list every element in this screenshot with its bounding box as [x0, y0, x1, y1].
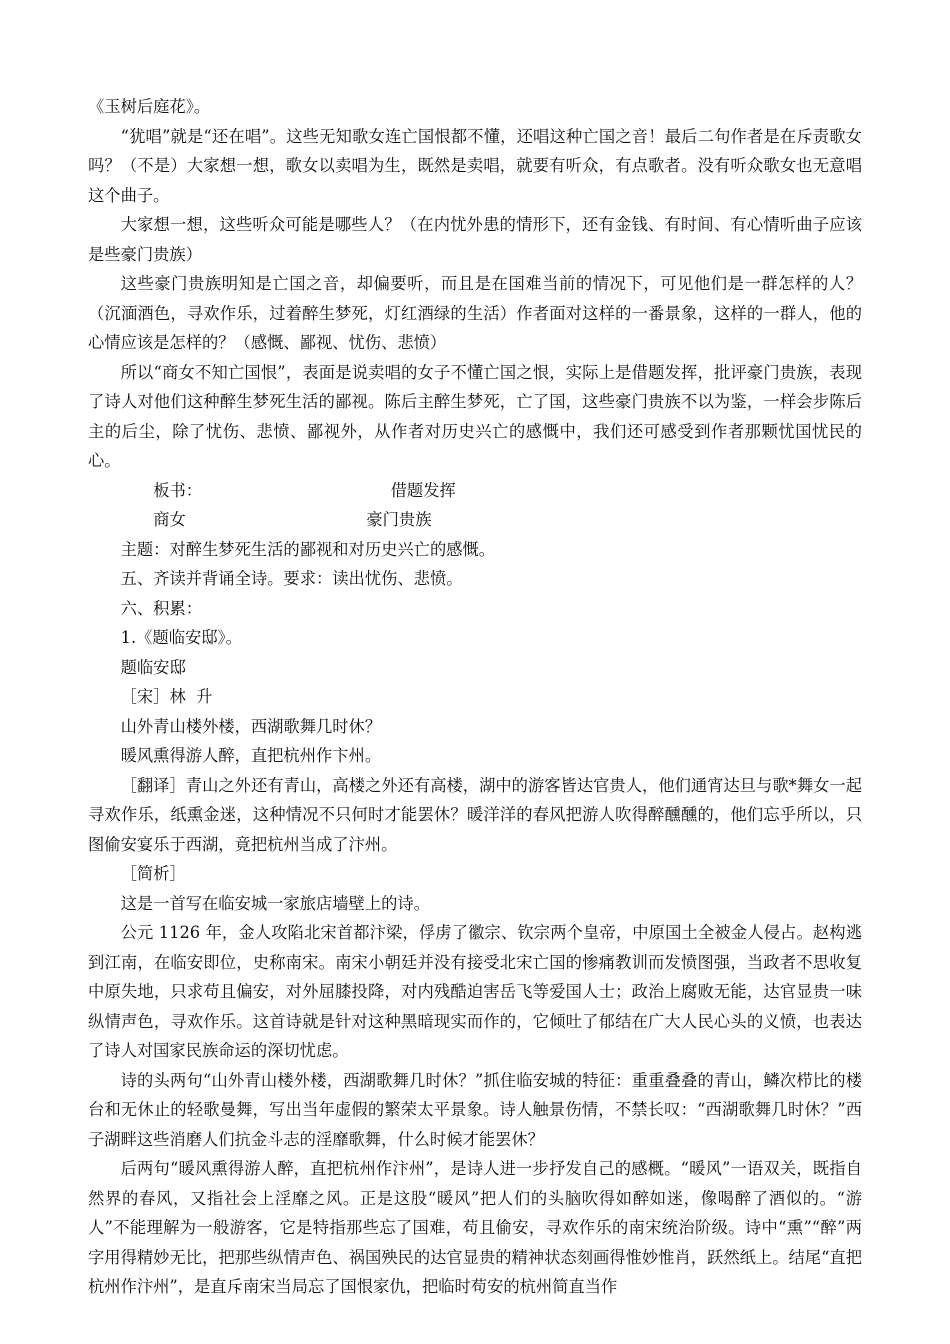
- poem-title: 题临安邸: [120, 657, 186, 677]
- paragraph-step-five: 五、齐读并背诵全诗。要求：读出忧伤、悲愤。: [120, 569, 463, 588]
- paragraph-step-six: 六、积累：: [120, 598, 203, 618]
- paragraph-item-one: 1.《题临安邸》。: [120, 628, 242, 647]
- blackboard-left: 商女: [153, 510, 186, 529]
- paragraph-youchang: “犹唱”就是“还在唱”。这些无知歌女连亡国恨都不懂，还唱这种亡国之音！最后二句作者是在斥责歌女吗？（不是）大家想一想，歌女以卖唱为生，既然是卖唱，就要有听众，有点歌者。没有听众歌女也无意唱这个曲子。: [88, 126, 862, 205]
- paragraph-poem-title-ref: 《玉树后庭花》。: [88, 97, 211, 116]
- poem-line-2: 暖风熏得游人醉，直把杭州作卞州。: [120, 746, 382, 765]
- heading-analysis: ［简析］: [120, 864, 186, 883]
- poem-line-1: 山外青山楼外楼，西湖歌舞几时休？: [120, 716, 382, 736]
- paragraph-first-lines: 诗的头两句“山外青山楼外楼，西湖歌舞几时休？”抓住临安城的特征：重重叠叠的青山，鳞次栉比的楼台和无休止的轻歌曼舞，写出当年虚假的繁荣太平景象。诗人触景伤情，不禁长叹：“西湖歌舞几时休？”西子湖畔这些消磨人们抗金斗志的淫靡歌舞，什么时候才能罢休？: [88, 1070, 862, 1149]
- poem-author: ［宋］林 升: [120, 687, 213, 706]
- blackboard-right: 豪门贵族: [366, 510, 432, 529]
- blackboard-row-2: [88, 505, 862, 535]
- blackboard-center: 借题发挥: [390, 480, 456, 500]
- paragraph-listeners: 大家想一想，这些听众可能是哪些人？（在内忧外患的情形下，还有金钱、有时间、有心情听曲子应该是些豪门贵族）: [88, 215, 862, 264]
- paragraph-theme: 主题：对醉生梦死生活的鄙视和对历史兴亡的感慨。: [120, 539, 496, 559]
- paragraph-last-lines: 后两句“暖风熏得游人醉，直把杭州作汴州”，是诗人进一步抒发自己的感概。“暖风”一语双关，既指自然界的春风，又指社会上淫靡之风。正是这股“暖风”把人们的头脑吹得如醉如迷，像喝醉了酒似的。“游人”不能理解为一般游客，它是特指那些忘了国难，苟且偷安，寻欢作乐的南宋统治阶级。诗中“熏”“醉”两字用得精妙无比，把那些纵情声色、祸国殃民的达官显贵的精神状态刻画得惟妙惟肖，跃然纸上。结尾“直把杭州作汴州”，是直斥南宋当局忘了国恨家仇，把临时苟安的杭州简直当作: [88, 1159, 862, 1296]
- blackboard-row-1: [88, 476, 862, 506]
- paragraph-history: 公元 1126 年，金人攻陷北宋首都汴梁，俘虏了徽宗、钦宗两个皇帝，中原国土全被金人侵占。赵构逃到江南，在临安即位，史称南宋。南宋小朝廷并没有接受北宋亡国的惨痛教训而发愤图强，当政者不思收复中原失地，只求苟且偏安，对外屈膝投降，对内残酷迫害岳飞等爱国人士；政治上腐败无能，达官显贵一味纵情声色，寻欢作乐。这首诗就是针对这种黑暗现实而作的，它倾吐了郁结在广大人民心头的义愤，也表达了诗人对国家民族命运的深切忧虑。: [88, 923, 862, 1060]
- blackboard-label: 板书：: [153, 480, 203, 500]
- paragraph-nobles: 这些豪门贵族明知是亡国之音，却偏要听，而且是在国难当前的情况下，可见他们是一群怎样的人？（沉湎酒色，寻欢作乐，过着醉生梦死，灯红酒绿的生活）作者面对这样的一番景象，这样的一群人，他的心情应该是怎样的？（感慨、鄙视、忧伤、悲愤）: [88, 274, 862, 352]
- paragraph-conclusion: 所以“商女不知亡国恨”，表面是说卖唱的女子不懂亡国之恨，实际上是借题发挥，批评豪门贵族，表现了诗人对他们这种醉生梦死生活的鄙视。陈后主醉生梦死，亡了国，这些豪门贵族不以为鉴，一样会步陈后主的后尘，除了忧伤、悲愤、鄙视外，从作者对历史兴亡的感慨中，我们还可感受到作者那颗忧国忧民的心。: [88, 362, 862, 470]
- paragraph-translation: ［翻译］青山之外还有青山，高楼之外还有高楼，湖中的游客皆达官贵人，他们通宵达旦与歌*舞女一起寻欢作乐，纸熏金迷，这种情况不只何时才能罢休？暖洋洋的春风把游人吹得醉醺醺的，他们忘乎所以，只图偷安宴乐于西湖，竟把杭州当成了汴州。: [88, 775, 862, 854]
- paragraph-analysis-intro: 这是一首写在临安城一家旅店墙壁上的诗。: [120, 893, 430, 913]
